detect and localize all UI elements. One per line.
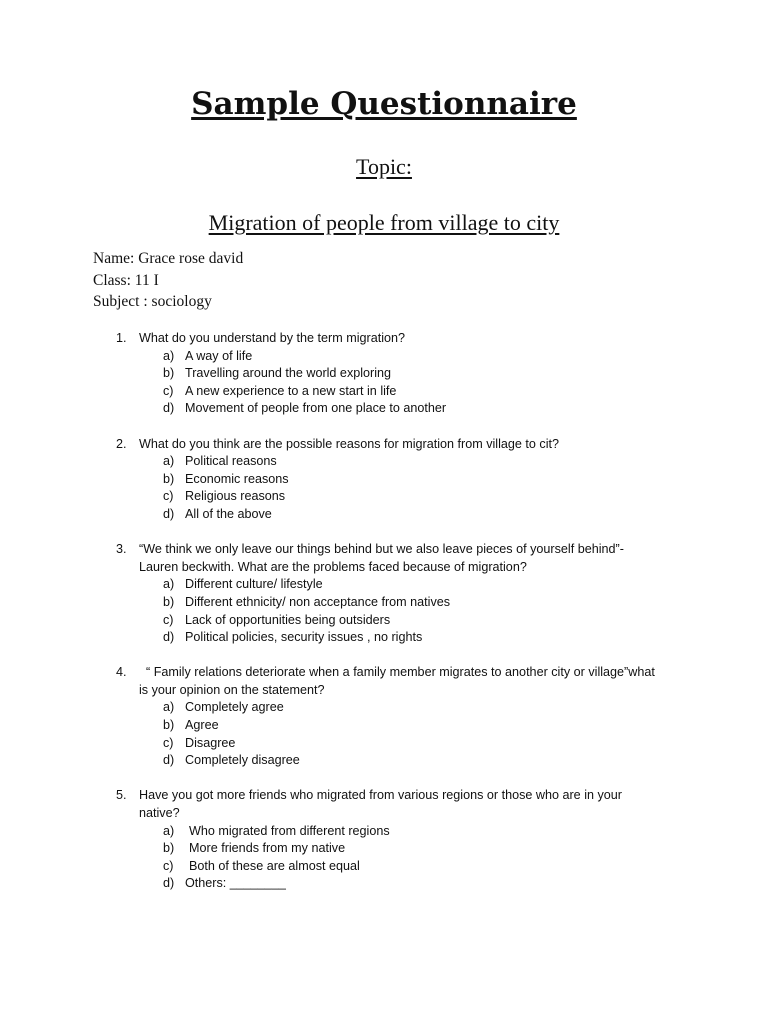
option-letter: c)	[163, 735, 174, 750]
option-text: A way of life	[185, 348, 253, 363]
option-letter: a)	[163, 577, 175, 592]
option-letter: c)	[163, 612, 174, 627]
option-text: A new experience to a new start in life	[185, 383, 397, 398]
option-text: Political policies, security issues , no rights	[185, 630, 423, 645]
option-text: Who migrated from different regions	[189, 823, 390, 838]
option-text: Others: ________	[185, 876, 286, 891]
option-item	[0, 840, 768, 858]
option-item	[0, 488, 768, 506]
question-1	[0, 330, 768, 418]
student-class: Class: 11 I	[93, 271, 159, 289]
option-letter: a)	[163, 348, 175, 363]
option-item	[0, 612, 768, 630]
question-number: 3.	[116, 542, 127, 557]
option-item	[0, 594, 768, 612]
option-text: Disagree	[185, 735, 236, 750]
option-text: Lack of opportunities being outsiders	[185, 612, 391, 627]
option-item	[0, 383, 768, 401]
option-letter: c)	[163, 858, 174, 873]
option-item	[0, 400, 768, 418]
option-item	[0, 471, 768, 489]
option-item	[0, 365, 768, 383]
option-letter: d)	[163, 753, 175, 768]
option-letter: b)	[163, 471, 175, 486]
question-4	[0, 664, 768, 770]
option-letter: a)	[163, 700, 175, 715]
option-text: More friends from my native	[189, 841, 346, 856]
option-text: All of the above	[185, 506, 272, 521]
option-item	[0, 348, 768, 366]
question-text: Have you got more friends who migrated from various regions or those who are in your native?	[139, 788, 622, 821]
question-number: 2.	[116, 436, 127, 451]
question-text: What do you think are the possible reasons for migration from village to cit?	[139, 436, 559, 451]
question-5	[0, 787, 768, 893]
option-item	[0, 858, 768, 876]
option-letter: a)	[163, 823, 175, 838]
question-number: 1.	[116, 331, 127, 345]
option-letter: c)	[163, 383, 174, 398]
document-title	[0, 84, 768, 124]
option-text: Agree	[185, 718, 219, 733]
topic-heading-text: Migration of people from village to city	[208, 210, 560, 235]
student-subject: Subject : sociology	[93, 293, 212, 310]
topic-label-text: Topic:	[356, 154, 412, 179]
topic-heading	[0, 208, 768, 238]
option-item	[0, 453, 768, 471]
option-text: Different culture/ lifestyle	[185, 577, 323, 592]
option-item	[0, 699, 768, 717]
topic-label	[0, 152, 768, 182]
question-text: “ Family relations deteriorate when a family member migrates to another city or village”what is your opinion on the statement?	[139, 665, 659, 697]
question-text: “We think we only leave our things behind but we also leave pieces of yourself behind”-Lauren beckwith. What are the problems faced because of migration?	[139, 542, 624, 574]
option-text: Both of these are almost equal	[189, 858, 360, 873]
option-item	[0, 506, 768, 524]
question-text: What do you understand by the term migration?	[139, 331, 406, 345]
option-letter: b)	[163, 718, 175, 733]
question-number: 4.	[116, 665, 127, 680]
option-text: Completely agree	[185, 700, 284, 715]
option-letter: b)	[163, 594, 175, 609]
student-name: Name: Grace rose david	[93, 250, 244, 267]
document-title-text: Sample Questionnaire	[191, 86, 577, 122]
student-info	[93, 248, 243, 313]
option-item	[0, 629, 768, 647]
option-item	[0, 717, 768, 735]
option-text: Movement of people from one place to another	[185, 401, 447, 416]
option-text: Completely disagree	[185, 753, 300, 768]
question-3	[0, 541, 768, 647]
question-2	[0, 436, 768, 524]
question-number: 5.	[116, 788, 127, 803]
option-letter: d)	[163, 401, 175, 416]
option-letter: b)	[163, 366, 175, 381]
option-item	[0, 576, 768, 594]
question-list	[0, 330, 768, 911]
option-letter: c)	[163, 489, 174, 504]
option-letter: d)	[163, 506, 175, 521]
option-item	[0, 752, 768, 770]
option-letter: a)	[163, 454, 175, 469]
option-text: Economic reasons	[185, 471, 289, 486]
option-letter: b)	[163, 841, 175, 856]
option-text: Different ethnicity/ non acceptance from natives	[185, 594, 451, 609]
option-item	[0, 735, 768, 753]
option-item	[0, 823, 768, 841]
option-letter: d)	[163, 630, 175, 645]
option-text: Political reasons	[185, 454, 277, 469]
option-item	[0, 875, 768, 893]
option-text: Travelling around the world exploring	[185, 366, 392, 381]
option-text: Religious reasons	[185, 489, 286, 504]
option-letter: d)	[163, 876, 175, 891]
